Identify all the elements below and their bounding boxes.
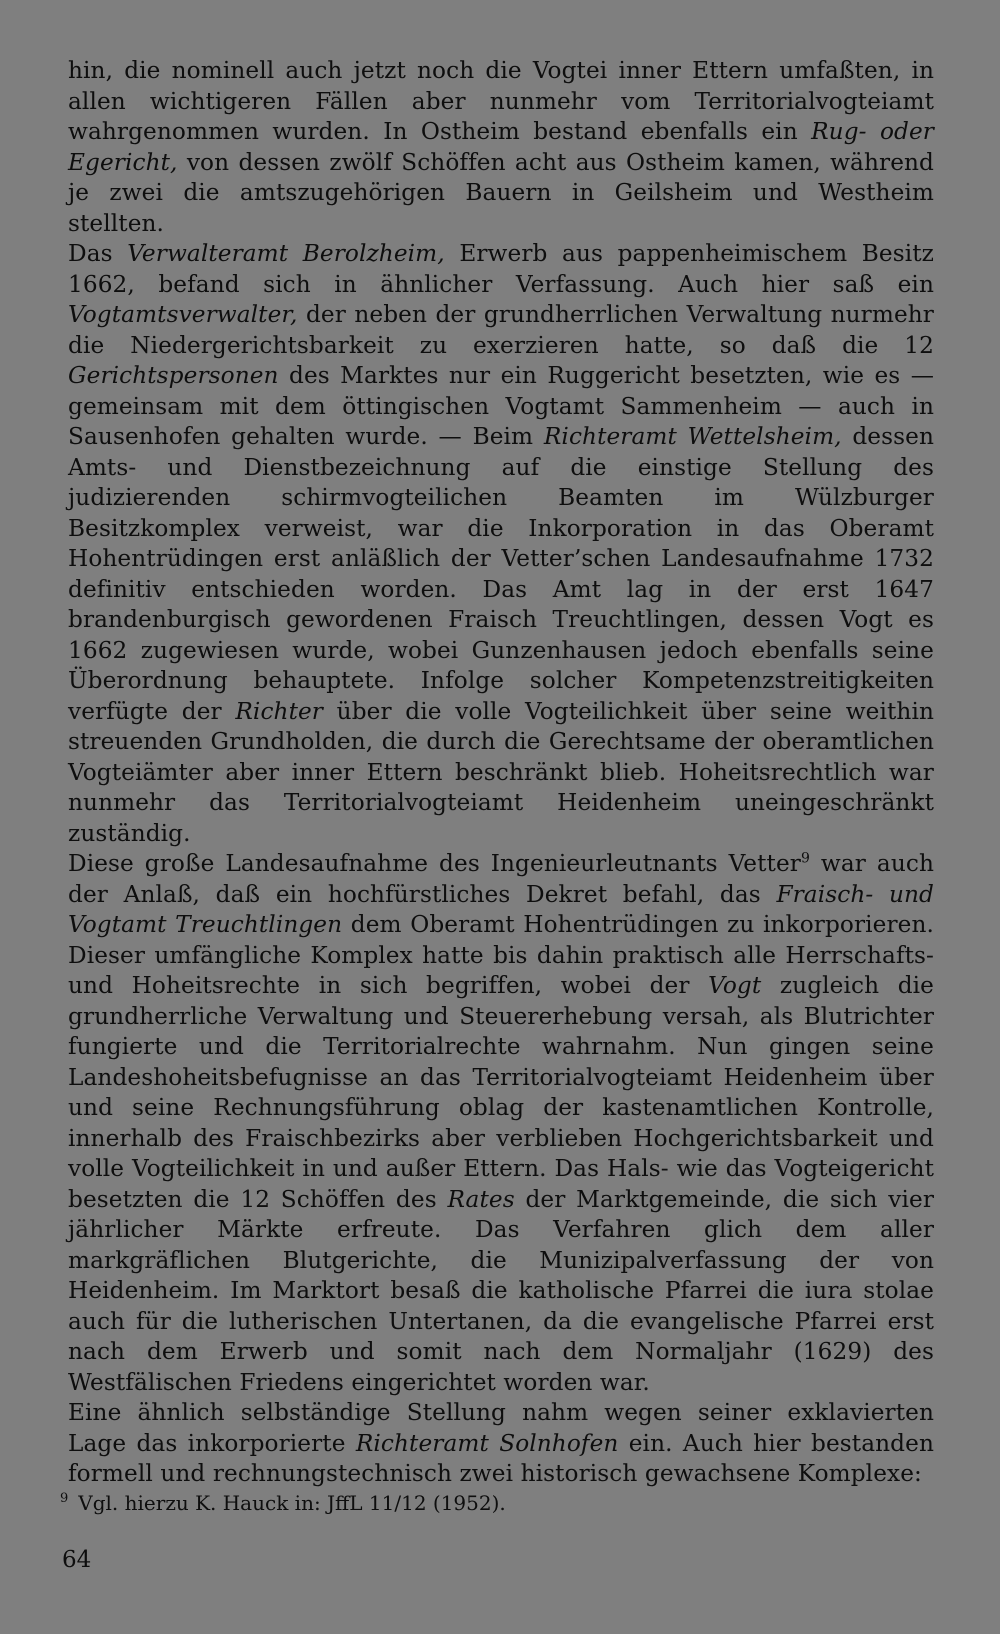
paragraph-3 xyxy=(68,849,934,1398)
text-segment: Diese große Landesaufnahme des Ingenieurleutnants Vetter xyxy=(68,850,801,877)
footnote-reference[interactable]: 9 xyxy=(800,850,810,867)
italic-term-rug-egericht: Rug- oder Egericht, xyxy=(68,118,934,176)
italic-term-verwalteramt: Verwalteramt Berolzheim, xyxy=(127,240,445,267)
page-number: 64 xyxy=(62,1547,92,1573)
text-segment: hin, die nominell auch jetzt noch die Vogtei inner Ettern umfaßten, in allen wichtigeren Fällen aber nunmehr vom Territorialvogteiamt wahrgenommen wurden. In Ostheim bestand ebenfalls ein xyxy=(68,57,934,145)
footnote-mark: 9 xyxy=(60,1491,69,1507)
text-segment: ein. Auch hier bestanden formell und rechnungstechnisch zwei historisch gewachsene Komplexe: xyxy=(68,1429,934,1487)
page-body xyxy=(68,56,934,1490)
italic-term-gerichtspersonen: Gerichtspersonen xyxy=(68,362,279,389)
text-segment: war auch der Anlaß, daß ein hochfürstliches Dekret befahl, das xyxy=(68,850,934,908)
italic-term-vogtamtsverwalter: Vogtamtsverwalter, xyxy=(68,301,298,328)
text-segment: der Marktgemeinde, die sich vier jährlicher Märkte erfreute. Das Verfahren glich dem aller markgräflichen Blutgerichte, die Munizipalverfassung der von Heidenheim. Im Marktort besaß die katholische Pfarrei die iura stolae auch für die lutherischen Untertanen, da die evangelische Pfarrei erst nach dem Erwerb und somit nach dem Normaljahr (1629) des Westfälischen Friedens eingerichtet worden war. xyxy=(68,1185,934,1396)
text-segment: über die volle Vogteilichkeit über seine weithin streuenden Grundholden, die durch die Gerechtsame der oberamtlichen Vogteiämter aber inner Ettern beschränkt blieb. Hoheitsrechtlich war nunmehr das Territorialvogteiamt Heidenheim uneingeschränkt zuständig. xyxy=(68,697,934,847)
italic-term-rates: Rates xyxy=(447,1185,515,1213)
text-segment: zugleich die grundherrliche Verwaltung und Steuererhebung versah, als Blutrichter fungierte und die Territorialrechte wahrnahm. Nun gingen seine Landeshoheitsbefugnisse an das Territorialvogteiamt Heidenheim über und seine Rechnungsführung oblag der kastenamtlichen Kontrolle, innerhalb des Fraischbezirks aber verblieben Hochgerichtsbarkeit und volle Vogteilichkeit in und außer Ettern. Das Hals- wie das Vogteigericht besetzten die 12 Schöffen des xyxy=(68,972,934,1213)
text-segment: von dessen zwölf Schöffen acht aus Ostheim kamen, während je zwei die amtszugehörigen Bauern in Geilsheim und Westheim stellten. xyxy=(68,148,934,237)
text-segment: Das xyxy=(68,240,128,267)
footnote xyxy=(60,1490,926,1516)
text-segment: dem Oberamt Hohentrüdingen zu inkorporieren. Dieser umfängliche Komplex hatte bis dahin praktisch alle Herrschafts- und Hoheitsrechte in sich begriffen, wobei der xyxy=(68,911,934,999)
paragraph-2 xyxy=(68,239,934,849)
italic-term-vogt: Vogt xyxy=(708,972,762,999)
text-segment: Eine ähnlich selbständige Stellung nahm wegen seiner exklavierten Lage das inkorporierte xyxy=(68,1399,934,1457)
text-segment: dessen Amts- und Dienstbezeichnung auf die einstige Stellung des judizierenden schirmvogteilichen Beamten im Wülzburger Besitzkomplex verweist, war die Inkorporation in das Oberamt Hohentrüdingen erst anläßlich der Vetter’schen Landesaufnahme 1732 definitiv entschieden worden. Das Amt lag in der erst 1647 brandenburgisch gewordenen Fraisch Treuchtlingen, dessen Vogt es 1662 zugewiesen wurde, wobei Gunzenhausen jedoch ebenfalls seine Überordnung behauptete. Infolge solcher Kompetenzstreitigkeiten verfügte der xyxy=(68,423,934,725)
italic-term-richteramt-solnhofen: Richteramt Solnhofen xyxy=(355,1429,619,1457)
paragraph-4 xyxy=(68,1398,934,1490)
footnote-text: Vgl. hierzu K. Hauck in: JffL 11/12 (1952). xyxy=(78,1491,506,1515)
italic-term-richter: Richter xyxy=(235,697,323,725)
text-segment: der neben der grundherrlichen Verwaltung nurmehr die Niedergerichtsbarkeit zu exerzieren hatte, so daß die 12 xyxy=(68,301,934,359)
text-segment: des Marktes nur ein Ruggericht besetzten, wie es — gemeinsam mit dem öttingischen Vogtamt Sammenheim — auch in Sausenhofen gehalten wurde. — Beim xyxy=(68,362,934,450)
text-segment: Erwerb aus pappenheimischem Besitz 1662, befand sich in ähnlicher Verfassung. Auch hier saß ein xyxy=(68,240,935,298)
paragraph-1 xyxy=(68,56,934,239)
italic-term-fraisch-vogtamt: Fraisch- und Vogtamt Treuchtlingen xyxy=(68,880,934,938)
italic-term-richteramt-wettelsheim: Richteramt Wettelsheim, xyxy=(543,423,842,450)
